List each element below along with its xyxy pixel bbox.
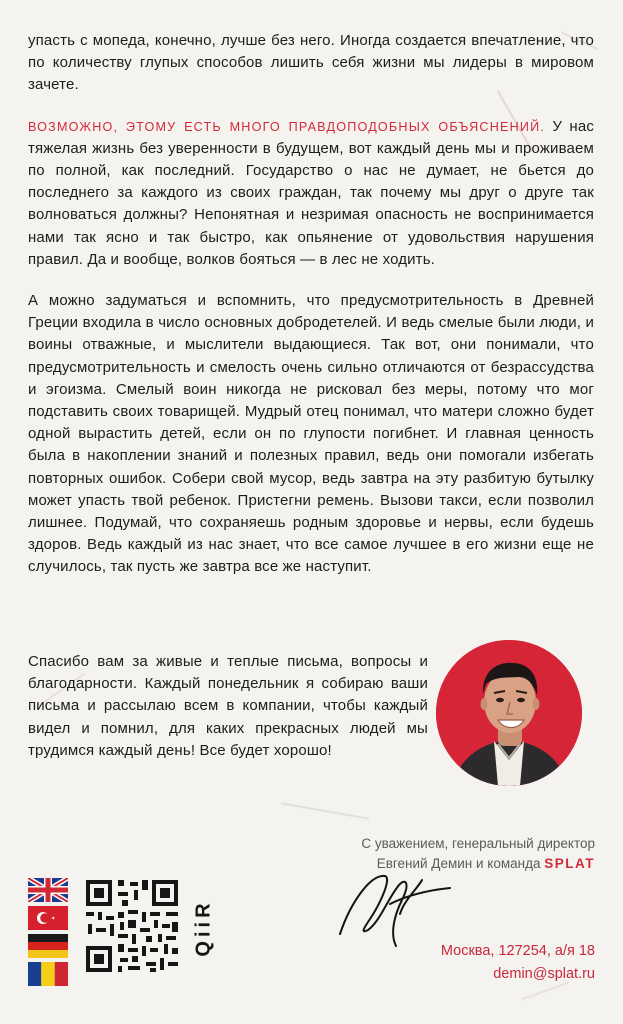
uk-flag-icon[interactable] — [28, 878, 68, 902]
text-column — [28, 30, 594, 579]
qiir-label — [192, 882, 216, 974]
paragraph-ancient-greece: А можно задуматься и вспомнить, что предусмотрительность в Древней Греции входила в число основных добродетелей. И ведь смелые были люди, и воины отважные, и мыслители выдающиеся. Так вот, они понимали, что предусмотрительность и смелость очень сильно отличаются от безрассудства и эгоизма. Смелый воин никогда не рисковал без меры, потому что мог подставить своих товарищей. Мудрый отец понимал, что матери сложно будет одной вырастить детей, если он по глупости погибнет. И главная ценность была в накоплении знаний и полезных правил, ведь они помогали избегать повторных ошибок. Собери свой мусор, ведь завтра на эту разбитую бутылку может упасть твой ребенок. Пристегни ремень. Вызови такси, если позволил лишнее. Подумай, что сохраняешь родным здоровье и нервы, если будешь здоров. Ведь каждый из нас знает, что все самое лучшее в его жизни еще не случилось, так пусть же завтра все же наступит. — [28, 292, 594, 576]
portrait-photo — [436, 640, 582, 786]
germany-flag-icon[interactable] — [28, 934, 68, 958]
paragraph-explanations — [28, 116, 594, 271]
paragraph-thanks: Спасибо вам за живые и теплые письма, вопросы и благодарности. Каждый понедельник я собираю ваши письма и рассылаю всем в компании, чтобы каждый видел и помнил, для каких прекрасных людей мы трудимся каждый день! Все будет хорошо! — [28, 653, 428, 759]
turkey-flag-icon[interactable] — [28, 906, 68, 930]
postal-address: Москва, 127254, а/я 18 — [440, 943, 595, 959]
email-link[interactable]: demin@splat.ru — [493, 966, 595, 982]
paragraph-explanations-text: У нас тяжелая жизнь без уверенности в будущем, вот каждый день мы и проживаем по полной, как последний. Государство о нас не думает, не бьется до последнего за каждого из своих граждан, так почему мы друг о друге так волноваться должны? Непонятная и незримая опасность не воспринимается нами так ясно и так быстро, как опьянение от удовольствия нарушения правил. Да и вообще, волков бояться — в лес не ходить. — [28, 117, 594, 268]
brand-splat: SPLAT — [544, 856, 595, 871]
thanks-block — [28, 651, 428, 762]
qiir-label-text: QiiR — [192, 899, 215, 957]
contact-block — [441, 940, 595, 986]
qr-code-icon[interactable] — [84, 878, 180, 974]
romania-flag-icon[interactable] — [28, 962, 68, 986]
paragraph-lead: ВОЗМОЖНО, ЭТОМУ ЕСТЬ МНОГО ПРАВДОПОДОБНЫХ ОБЪЯСНЕНИЙ. — [28, 119, 546, 134]
paragraph-intro: упасть с мопеда, конечно, лучше без него. Иногда создается впечатление, что по количеству глупых способов лишить себя жизни мы лидеры в мировом зачете. — [28, 32, 594, 94]
paper-fiber — [281, 802, 370, 820]
signature-position: С уважением, генеральный директор — [361, 836, 595, 851]
language-flags — [28, 878, 68, 990]
signature-team: Евгений Демин и команда — [376, 856, 541, 871]
portrait-illustration — [436, 640, 582, 786]
